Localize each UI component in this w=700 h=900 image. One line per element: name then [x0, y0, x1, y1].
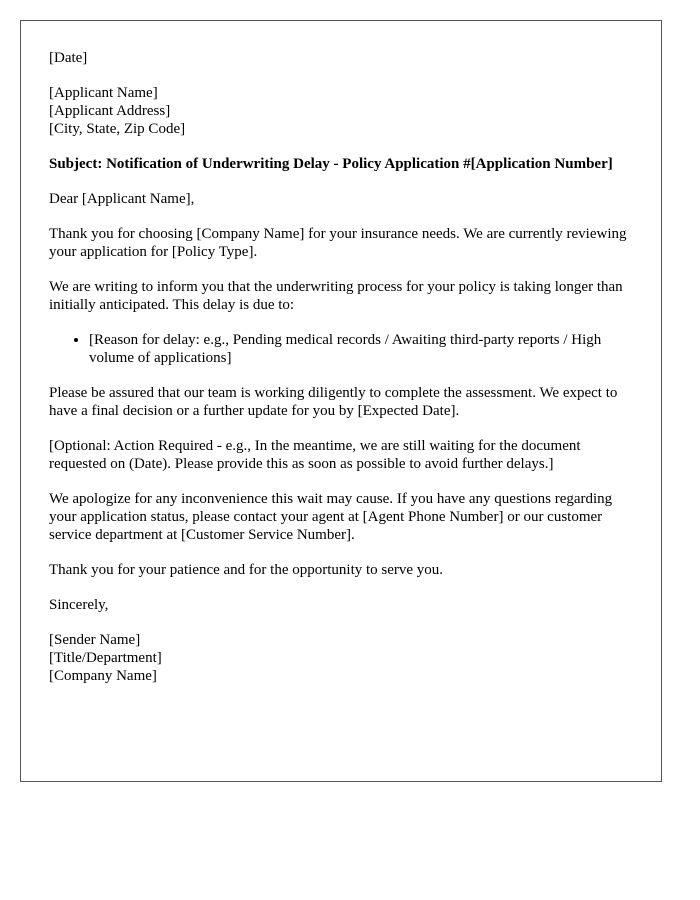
recipient-city: [City, State, Zip Code] — [49, 121, 186, 137]
date: [Date] — [49, 50, 88, 66]
salutation: Dear [Applicant Name], — [49, 191, 195, 207]
delay-reasons-list — [49, 331, 633, 367]
paragraph-intro: Thank you for choosing [Company Name] for your insurance needs. We are currently reviewing your application for [Policy Type]. — [49, 226, 627, 260]
letter — [20, 20, 662, 782]
recipient-block — [49, 84, 633, 138]
paragraph-action: [Optional: Action Required - e.g., In the meantime, we are still waiting for the document requested on (Date). Please provide this as soon as possible to avoid further delays.] — [49, 438, 581, 472]
sender-name: [Sender Name] — [49, 632, 141, 648]
paragraph-assurance: Please be assured that our team is working diligently to complete the assessment. We expect to have a final decision or a further update for you by [Expected Date]. — [49, 385, 618, 419]
recipient-address: [Applicant Address] — [49, 103, 171, 119]
recipient-name: [Applicant Name] — [49, 85, 158, 101]
closing: Sincerely, — [49, 597, 109, 613]
paragraph-apology: We apologize for any inconvenience this wait may cause. If you have any questions regarding your application status, please contact your agent at [Agent Phone Number] or our customer service department at [Customer Service Number]. — [49, 491, 613, 543]
sender-title: [Title/Department] — [49, 650, 162, 666]
subject-line: Subject: Notification of Underwriting Delay - Policy Application #[Application Number] — [49, 156, 613, 172]
sender-company: [Company Name] — [49, 668, 157, 684]
paragraph-thanks: Thank you for your patience and for the opportunity to serve you. — [49, 562, 444, 578]
list-item: • [Reason for delay: e.g., Pending medical records / Awaiting third-party reports / High volume of applications] — [89, 331, 633, 367]
paragraph-delay: We are writing to inform you that the underwriting process for your policy is taking longer than initially anticipated. This delay is due to: — [49, 279, 623, 313]
signature-block — [49, 631, 633, 685]
